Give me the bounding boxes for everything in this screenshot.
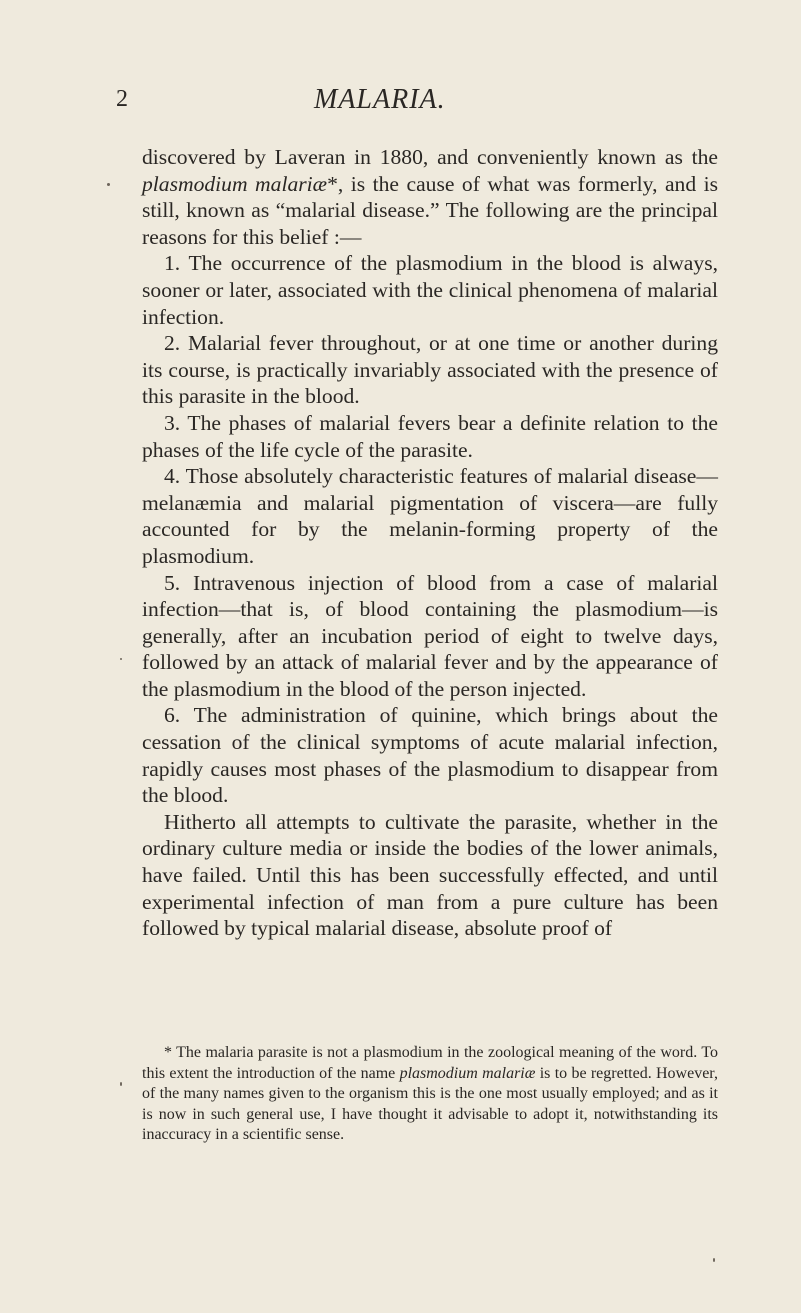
reason-6: 6. The administration of quinine, which brings about the cessation of the clinical symptoms of acute malarial infection, rapidly causes most phases of the plasmodium to disappear from the blood. [142, 703, 718, 808]
running-head: MALARIA. [314, 84, 446, 115]
paper-speck [713, 1258, 715, 1262]
opening-text-continued: *, is the cause of what was formerly, and is still, known as “malarial disease.” The following are the principal reasons for this belief :— [142, 171, 719, 249]
reason-5: 5. Intravenous injection of blood from a case of malarial infection—that is, of blood containing the plasmodium—is generally, after an incubation period of eight to twelve days, followed by an attack of malarial fever and by the appearance of the plasmodium in the blood of the person injected. [142, 570, 718, 701]
opening-paragraph [142, 144, 718, 250]
footnote-text-end: is to be regretted. However, of the many names given to the organism this is the one most usually employed; and as it is now in such general use, I have thought it advisable to adopt it, notwithstanding its inaccuracy in a scientific sense. [142, 1064, 718, 1143]
reason-4: 4. Those absolutely characteristic features of malarial disease—melanæmia and malarial pigmentation of viscera—are fully accounted for by the melanin-forming property of the plasmodium. [142, 464, 718, 568]
footnote-text-start: * The malaria parasite is not a plasmodium in the zoological meaning of the word. To this extent the introduction of the name [142, 1044, 718, 1082]
footnote-species-name: plasmodium malariæ [399, 1064, 536, 1082]
page-number: 2 [116, 86, 128, 112]
paper-speck [120, 1082, 122, 1086]
reason-2: 2. Malarial fever throughout, or at one time or another during its course, is practically invariably associated with the presence of this parasite in the blood. [142, 331, 718, 409]
body-text [142, 144, 718, 942]
page-header [0, 84, 801, 120]
footnote [142, 1043, 718, 1146]
paper-speck [107, 183, 110, 186]
paper-speck [120, 658, 122, 660]
species-name: plasmodium malariæ [142, 171, 328, 196]
closing-paragraph: Hitherto all attempts to cultivate the parasite, whether in the ordinary culture media or inside the bodies of the lower animals, have failed. Until this has been successfully effected, and until experimental infection of man from a pure culture has been followed by typical malarial disease, absolute proof of [142, 809, 718, 941]
reason-1: 1. The occurrence of the plasmodium in the blood is always, sooner or later, associated with the clinical phenomena of malarial infection. [142, 251, 718, 329]
opening-text: discovered by Laveran in 1880, and conveniently known as the [142, 145, 718, 169]
reason-3: 3. The phases of malarial fevers bear a definite relation to the phases of the life cycle of the parasite. [142, 410, 718, 462]
footnote-text [142, 1043, 718, 1146]
